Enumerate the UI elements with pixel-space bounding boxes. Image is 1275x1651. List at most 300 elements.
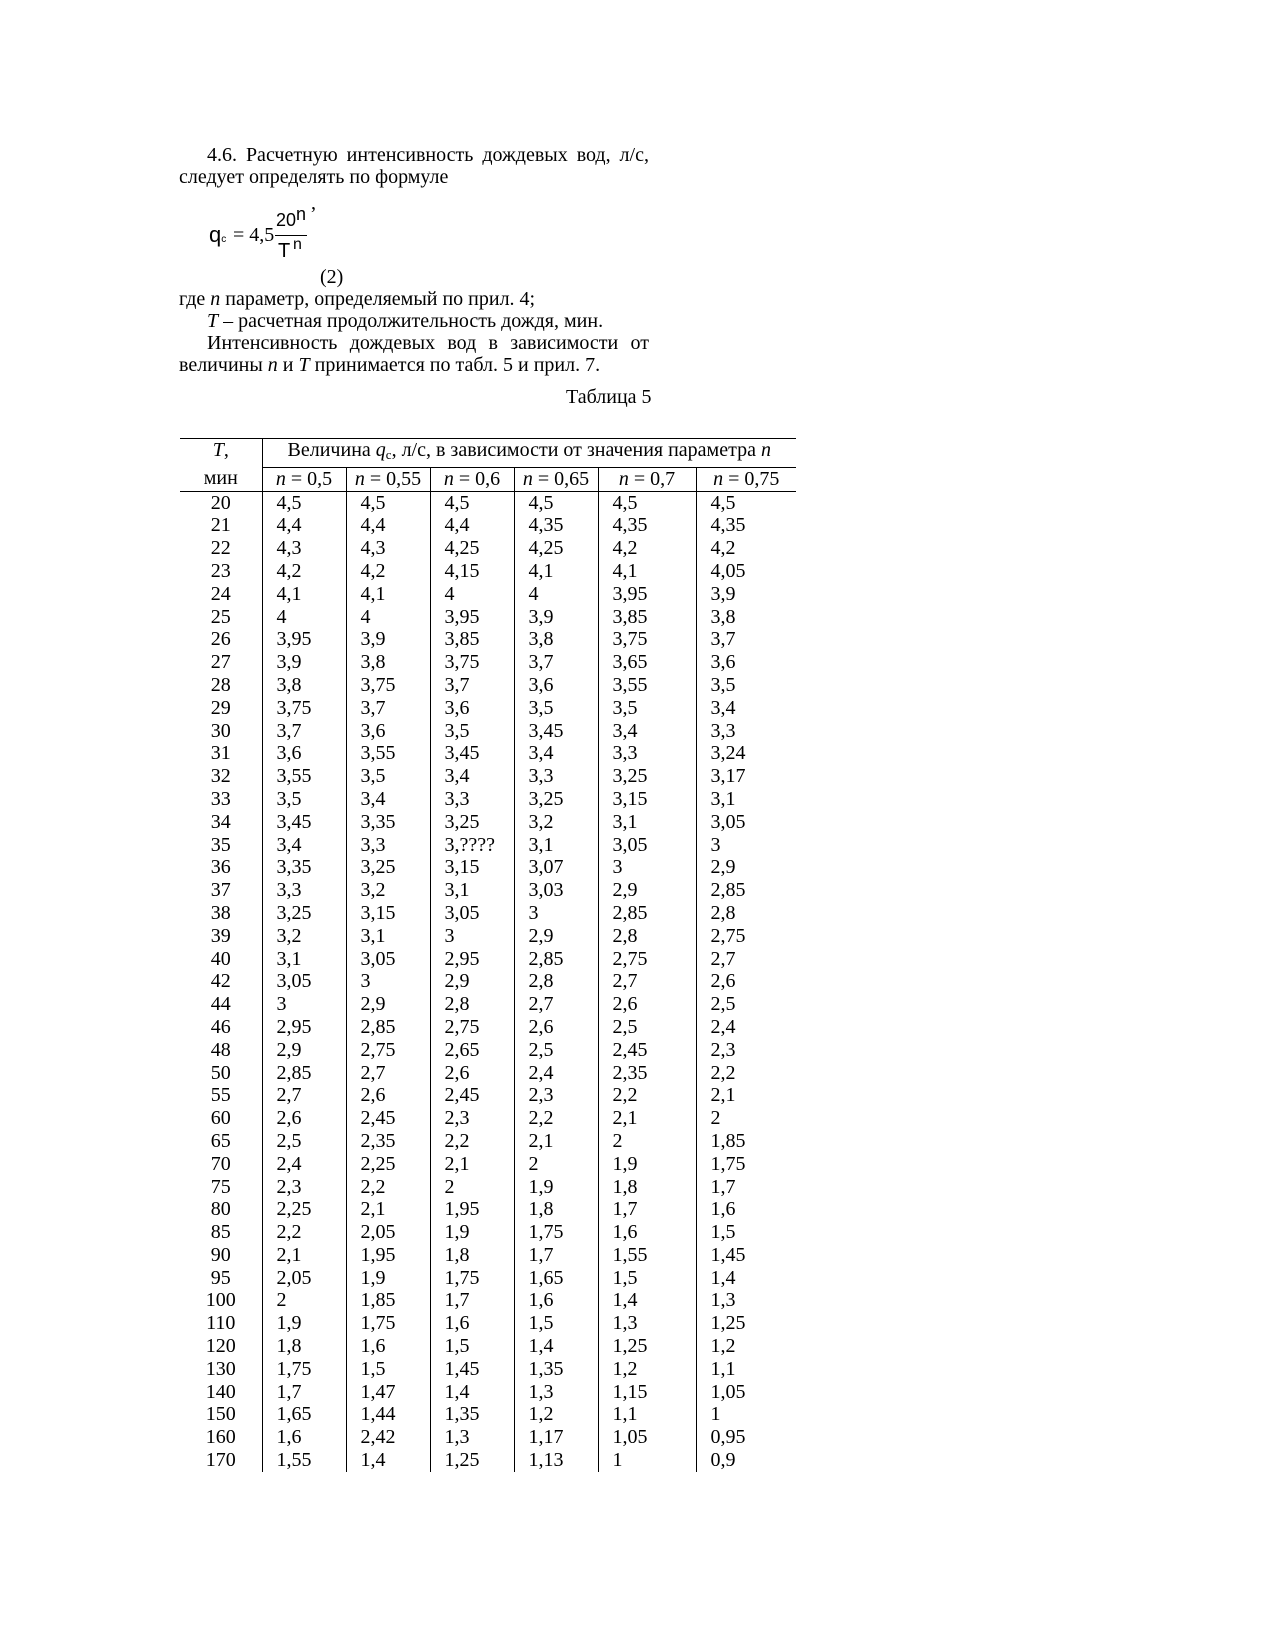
intensity-cell: 2,9 <box>346 993 430 1016</box>
intensity-cell: 3,1 <box>514 834 598 857</box>
column-header: n = 0,55 <box>346 467 430 491</box>
intensity-cell: 3,2 <box>514 811 598 834</box>
intensity-cell: 4,5 <box>262 491 346 514</box>
table-row <box>180 925 796 948</box>
intensity-cell: 2,2 <box>346 1176 430 1199</box>
table-row <box>180 993 796 1016</box>
intensity-cell: 2,7 <box>696 948 796 971</box>
column-header: n = 0,5 <box>262 467 346 491</box>
intensity-cell: 1,6 <box>262 1426 346 1449</box>
intro-line-2: следует определять по формуле <box>179 166 449 188</box>
duration-cell: 60 <box>210 1107 231 1130</box>
table-row <box>180 1403 796 1426</box>
duration-cell: 130 <box>205 1357 236 1380</box>
intensity-cell: 3,2 <box>346 879 430 902</box>
intensity-cell: 2,3 <box>430 1107 514 1130</box>
table-row <box>180 1176 796 1199</box>
intensity-cell: 3,03 <box>514 879 598 902</box>
intensity-cell: 1,45 <box>430 1358 514 1381</box>
intensity-cell: 3,7 <box>262 720 346 743</box>
intensity-cell: 3,75 <box>346 674 430 697</box>
duration-cell: 140 <box>205 1380 236 1403</box>
formula-lhs <box>209 222 226 248</box>
intensity-cell: 3,6 <box>696 651 796 674</box>
duration-cell: 27 <box>210 651 231 674</box>
intensity-cell: 2,75 <box>598 948 696 971</box>
duration-cell: 20 <box>210 491 231 514</box>
intensity-cell: 3,6 <box>430 697 514 720</box>
intensity-cell: 4,2 <box>262 560 346 583</box>
duration-cell: 55 <box>210 1084 231 1107</box>
intensity-cell: 4,5 <box>346 491 430 514</box>
intensity-cell: 1,2 <box>696 1335 796 1358</box>
intensity-cell: 4,5 <box>696 491 796 514</box>
intensity-cell: 3,5 <box>696 674 796 697</box>
table-row <box>180 1335 796 1358</box>
duration-cell: 90 <box>210 1243 231 1266</box>
intensity-cell: 1,6 <box>346 1335 430 1358</box>
intensity-cell: 1,5 <box>514 1312 598 1335</box>
duration-cell: 70 <box>210 1152 231 1175</box>
duration-cell: 23 <box>210 559 231 582</box>
intensity-cell: 3,9 <box>514 606 598 629</box>
intensity-cell: 2,1 <box>514 1130 598 1153</box>
intensity-cell: 1,55 <box>262 1449 346 1472</box>
intensity-cell: 2,25 <box>346 1153 430 1176</box>
table-row <box>180 674 796 697</box>
intensity-cell: 3,8 <box>346 651 430 674</box>
intensity-cell: 3,1 <box>346 925 430 948</box>
intensity-cell: 3,4 <box>346 788 430 811</box>
table-row <box>180 948 796 971</box>
intensity-cell: 4,5 <box>514 491 598 514</box>
intensity-cell: 2,85 <box>696 879 796 902</box>
duration-cell: 28 <box>210 673 231 696</box>
table-row <box>180 1426 796 1449</box>
duration-cell: 31 <box>210 742 231 765</box>
intensity-cell: 3,5 <box>598 697 696 720</box>
intensity-cell: 1,85 <box>696 1130 796 1153</box>
table-row <box>180 560 796 583</box>
where-line-1 <box>179 288 535 311</box>
intensity-cell: 3,8 <box>696 606 796 629</box>
intensity-cell: 2,85 <box>514 948 598 971</box>
table-row <box>180 1130 796 1153</box>
table-row <box>180 879 796 902</box>
intensity-cell: 2,9 <box>430 970 514 993</box>
intensity-cell: 1,95 <box>430 1198 514 1221</box>
intensity-cell: 2 <box>430 1176 514 1199</box>
intensity-cell: 2 <box>696 1107 796 1130</box>
intensity-cell: 1,9 <box>514 1176 598 1199</box>
intensity-cell: 3,75 <box>262 697 346 720</box>
duration-cell: 160 <box>205 1426 236 1449</box>
intensity-cell: 3,6 <box>346 720 430 743</box>
table-row <box>180 1449 796 1472</box>
intensity-cell: 3,35 <box>346 811 430 834</box>
intensity-cell: 3,15 <box>346 902 430 925</box>
intensity-cell: 4,2 <box>598 537 696 560</box>
intensity-cell: 3,3 <box>430 788 514 811</box>
where-word: от <box>630 332 649 354</box>
intensity-cell: 2,8 <box>430 993 514 1016</box>
intensity-cell: 3,9 <box>346 628 430 651</box>
intensity-cell: 2,25 <box>262 1198 346 1221</box>
where-var: n <box>210 288 221 310</box>
intensity-cell: 1 <box>696 1403 796 1426</box>
stub-header-line-2: мин <box>180 467 262 491</box>
intensity-cell: 4,5 <box>598 491 696 514</box>
intensity-cell: 3,75 <box>430 651 514 674</box>
formula-q-sub: c <box>221 234 227 245</box>
intensity-cell: 1,55 <box>598 1244 696 1267</box>
intensity-cell: 2,4 <box>262 1153 346 1176</box>
intensity-cell: 1,5 <box>696 1221 796 1244</box>
table-row <box>180 606 796 629</box>
rain-intensity-table <box>180 438 796 1472</box>
intensity-cell: 1,7 <box>262 1381 346 1404</box>
intensity-cell: 2,1 <box>598 1107 696 1130</box>
intensity-cell: 2,8 <box>696 902 796 925</box>
where-word: зависимости <box>510 332 619 354</box>
table-row <box>180 765 796 788</box>
intensity-cell: 1,25 <box>696 1312 796 1335</box>
intensity-cell: 3,17 <box>696 765 796 788</box>
intensity-cell: 4 <box>262 606 346 629</box>
intensity-cell: 1,35 <box>514 1358 598 1381</box>
intensity-cell: 2,2 <box>514 1107 598 1130</box>
where-word: вод <box>447 332 477 354</box>
intensity-cell: 1,47 <box>346 1381 430 1404</box>
intensity-cell: 2,35 <box>598 1062 696 1085</box>
intensity-cell: 1,3 <box>514 1381 598 1404</box>
formula-equals: = 4,5 <box>233 224 275 246</box>
duration-cell: 35 <box>210 833 231 856</box>
intensity-cell: 2,6 <box>598 993 696 1016</box>
intensity-cell: 1,75 <box>430 1267 514 1290</box>
intensity-cell: 4,3 <box>346 537 430 560</box>
intensity-cell: 1,95 <box>346 1244 430 1267</box>
intensity-cell: 2,7 <box>598 970 696 993</box>
intensity-cell: 1,75 <box>696 1153 796 1176</box>
intensity-cell: 3,1 <box>598 811 696 834</box>
where-line-2 <box>207 310 603 333</box>
intensity-cell: 2,9 <box>262 1039 346 1062</box>
intensity-cell: 3,25 <box>346 856 430 879</box>
intensity-cell: 2,85 <box>262 1062 346 1085</box>
table-row <box>180 1107 796 1130</box>
duration-cell: 65 <box>210 1129 231 1152</box>
table-row <box>180 1381 796 1404</box>
intensity-cell: 4,25 <box>514 537 598 560</box>
intensity-cell: 1,3 <box>430 1426 514 1449</box>
table-row <box>180 1016 796 1039</box>
intensity-cell: 4,05 <box>696 560 796 583</box>
intensity-cell: 3,95 <box>262 628 346 651</box>
intensity-cell: 4,4 <box>430 514 514 537</box>
intensity-cell: 4,1 <box>514 560 598 583</box>
intensity-cell: 3,8 <box>514 628 598 651</box>
formula-tick: , <box>311 192 316 214</box>
intensity-cell: 3,8 <box>262 674 346 697</box>
intensity-cell: 2,6 <box>514 1016 598 1039</box>
where-word: Интенсивность <box>207 332 338 354</box>
table-row <box>180 628 796 651</box>
intensity-cell: 1,8 <box>598 1176 696 1199</box>
intensity-cell: 1,85 <box>346 1289 430 1312</box>
intensity-cell: 3,65 <box>598 651 696 674</box>
intensity-cell: 3,1 <box>430 879 514 902</box>
intensity-cell: 3 <box>346 970 430 993</box>
intensity-cell: 4,35 <box>696 514 796 537</box>
intensity-cell: 3,9 <box>696 583 796 606</box>
duration-cell: 50 <box>210 1061 231 1084</box>
duration-cell: 21 <box>210 514 231 537</box>
intensity-cell: 1,05 <box>696 1381 796 1404</box>
intensity-cell: 3,9 <box>262 651 346 674</box>
intensity-cell: 3,05 <box>696 811 796 834</box>
intensity-cell: 2,7 <box>346 1062 430 1085</box>
intensity-cell: 4,3 <box>262 537 346 560</box>
intensity-cell: 4,5 <box>430 491 514 514</box>
intensity-cell: 1,65 <box>514 1267 598 1290</box>
duration-cell: 75 <box>210 1175 231 1198</box>
intensity-cell: 1,7 <box>430 1289 514 1312</box>
intensity-cell: 3,24 <box>696 742 796 765</box>
column-header: n = 0,6 <box>430 467 514 491</box>
intensity-cell: 2,5 <box>514 1039 598 1062</box>
intensity-cell: 3,05 <box>598 834 696 857</box>
intensity-cell: 3,4 <box>696 697 796 720</box>
formula-exponent-bottom: n <box>293 236 302 253</box>
intensity-cell: 1,9 <box>346 1267 430 1290</box>
formula-number: (2) <box>320 266 344 288</box>
intensity-cell: 3,4 <box>430 765 514 788</box>
formula-fraction-bar <box>275 235 307 236</box>
intensity-cell: 3,75 <box>598 628 696 651</box>
duration-cell: 32 <box>210 765 231 788</box>
intensity-cell: 1 <box>598 1449 696 1472</box>
intensity-cell: 3 <box>696 834 796 857</box>
formula-denominator: T <box>278 240 291 262</box>
intensity-cell: 4,15 <box>430 560 514 583</box>
duration-cell: 120 <box>205 1335 236 1358</box>
intensity-cell: 2,2 <box>262 1221 346 1244</box>
intensity-cell: 2,45 <box>598 1039 696 1062</box>
intensity-cell: 2,9 <box>696 856 796 879</box>
intensity-cell: 3,3 <box>514 765 598 788</box>
intensity-cell: 2,7 <box>514 993 598 1016</box>
intensity-cell: 3,95 <box>430 606 514 629</box>
table-row <box>180 1289 796 1312</box>
duration-cell: 36 <box>210 856 231 879</box>
intensity-cell: 3,25 <box>514 788 598 811</box>
where-text: и <box>277 354 299 376</box>
table-row <box>180 1198 796 1221</box>
intensity-cell: 3,45 <box>430 742 514 765</box>
intensity-cell: 3,7 <box>514 651 598 674</box>
intensity-cell: 1,6 <box>598 1221 696 1244</box>
intensity-cell: 2,1 <box>696 1084 796 1107</box>
duration-cell: 37 <box>210 879 231 902</box>
intensity-cell: 3,4 <box>514 742 598 765</box>
intensity-cell: 4,25 <box>430 537 514 560</box>
intensity-cell: 1,5 <box>430 1335 514 1358</box>
where-text: величины <box>179 354 268 376</box>
duration-cell: 39 <box>210 924 231 947</box>
intensity-cell: 4,1 <box>598 560 696 583</box>
duration-cell: 25 <box>210 605 231 628</box>
intensity-cell: 1,45 <box>696 1244 796 1267</box>
table-row <box>180 834 796 857</box>
intensity-cell: 2,6 <box>696 970 796 993</box>
intensity-cell: 3,6 <box>262 742 346 765</box>
intensity-cell: 4,2 <box>696 537 796 560</box>
intensity-cell: 3,1 <box>262 948 346 971</box>
intensity-cell: 2,95 <box>262 1016 346 1039</box>
intensity-cell: 3,05 <box>262 970 346 993</box>
intensity-cell: 3,4 <box>262 834 346 857</box>
intensity-cell: 3 <box>262 993 346 1016</box>
intensity-cell: 3,7 <box>430 674 514 697</box>
intensity-cell: 4,4 <box>262 514 346 537</box>
intensity-cell: 1,1 <box>598 1403 696 1426</box>
intensity-cell: 3,25 <box>430 811 514 834</box>
intensity-cell: 2,4 <box>514 1062 598 1085</box>
intensity-cell: 3,5 <box>430 720 514 743</box>
table-row <box>180 788 796 811</box>
table-row <box>180 902 796 925</box>
where-text: – расчетная продолжительность дождя, мин. <box>218 310 604 332</box>
where-text: принимается по табл. 5 и прил. 7. <box>309 354 601 376</box>
intensity-cell: 3,45 <box>514 720 598 743</box>
intensity-cell: 3,1 <box>696 788 796 811</box>
table-row <box>180 651 796 674</box>
intensity-cell: 2,9 <box>514 925 598 948</box>
intensity-cell: 3,55 <box>346 742 430 765</box>
intensity-cell: 1,7 <box>598 1198 696 1221</box>
intensity-cell: 3,25 <box>598 765 696 788</box>
intensity-cell: 3,4 <box>598 720 696 743</box>
intensity-cell: 4,1 <box>262 583 346 606</box>
intensity-cell: 1,3 <box>598 1312 696 1335</box>
intensity-cell: 3,85 <box>598 606 696 629</box>
table-row <box>180 537 796 560</box>
intensity-cell: 2,2 <box>696 1062 796 1085</box>
table-body <box>180 491 796 1472</box>
table-row <box>180 742 796 765</box>
intensity-cell: 3,5 <box>346 765 430 788</box>
duration-cell: 100 <box>205 1289 236 1312</box>
duration-cell: 44 <box>210 993 231 1016</box>
intensity-cell: 1,5 <box>598 1267 696 1290</box>
intensity-cell: 2,5 <box>598 1016 696 1039</box>
intensity-cell: 3,6 <box>514 674 598 697</box>
intensity-cell: 2,7 <box>262 1084 346 1107</box>
intensity-cell: 3,05 <box>430 902 514 925</box>
duration-cell: 85 <box>210 1221 231 1244</box>
intensity-cell: 4,2 <box>346 560 430 583</box>
intensity-cell: 2,5 <box>696 993 796 1016</box>
intensity-cell: 3,3 <box>598 742 696 765</box>
intensity-cell: 0,9 <box>696 1449 796 1472</box>
intensity-cell: 3,05 <box>346 948 430 971</box>
intensity-cell: 2,75 <box>430 1016 514 1039</box>
intensity-cell: 2,5 <box>262 1130 346 1153</box>
table-row <box>180 1244 796 1267</box>
where-var: n <box>267 354 278 376</box>
duration-cell: 150 <box>205 1403 236 1426</box>
table-row <box>180 856 796 879</box>
intensity-cell: 1,4 <box>430 1381 514 1404</box>
where-var: T <box>207 310 219 332</box>
intensity-cell: 3,95 <box>598 583 696 606</box>
table-row <box>180 583 796 606</box>
intensity-cell: 1,3 <box>696 1289 796 1312</box>
intensity-cell: 1,15 <box>598 1381 696 1404</box>
intensity-cell: 2,85 <box>598 902 696 925</box>
table-row <box>180 1084 796 1107</box>
intensity-cell: 2,85 <box>346 1016 430 1039</box>
intensity-cell: 3,7 <box>696 628 796 651</box>
intensity-cell: 2,6 <box>346 1084 430 1107</box>
intensity-cell: 4,35 <box>514 514 598 537</box>
intensity-cell: 2,05 <box>346 1221 430 1244</box>
intensity-cell: 1,4 <box>346 1449 430 1472</box>
intensity-cell: 1,8 <box>514 1198 598 1221</box>
intensity-cell: 1,5 <box>346 1358 430 1381</box>
intensity-cell: 1,9 <box>598 1153 696 1176</box>
intensity-cell: 1,44 <box>346 1403 430 1426</box>
intensity-cell: 3 <box>598 856 696 879</box>
intensity-cell: 1,4 <box>696 1267 796 1290</box>
duration-cell: 26 <box>210 628 231 651</box>
intensity-cell: 1,8 <box>262 1335 346 1358</box>
intensity-cell: 2,4 <box>696 1016 796 1039</box>
intensity-cell: 1,75 <box>346 1312 430 1335</box>
intensity-cell: 3,55 <box>598 674 696 697</box>
intensity-cell: 2,05 <box>262 1267 346 1290</box>
intensity-cell: 3,15 <box>598 788 696 811</box>
group-header: Величина $q_c$, л/с, в зависимости от значения параметра n <box>262 439 796 468</box>
intensity-cell: 1,05 <box>598 1426 696 1449</box>
intensity-cell: 2,45 <box>430 1084 514 1107</box>
intensity-cell: 3,5 <box>514 697 598 720</box>
where-var: T <box>298 354 310 376</box>
table-row <box>180 720 796 743</box>
intensity-cell: 1,4 <box>514 1335 598 1358</box>
intensity-cell: 3,15 <box>430 856 514 879</box>
intensity-cell: 2,2 <box>598 1084 696 1107</box>
table-row <box>180 1153 796 1176</box>
duration-cell: 29 <box>210 696 231 719</box>
duration-cell: 95 <box>210 1266 231 1289</box>
intensity-cell: 1,6 <box>430 1312 514 1335</box>
intro-word: вод, <box>576 144 611 166</box>
intensity-cell: 1,6 <box>514 1289 598 1312</box>
intensity-cell: 2,6 <box>430 1062 514 1085</box>
intro-line-1 <box>207 144 649 167</box>
table-row <box>180 697 796 720</box>
table-row <box>180 514 796 537</box>
intensity-cell: 3,2 <box>262 925 346 948</box>
duration-cell: 170 <box>205 1449 236 1472</box>
intensity-cell: 1,2 <box>598 1358 696 1381</box>
formula-exponent-top: n <box>296 204 307 224</box>
intensity-cell: 1,35 <box>430 1403 514 1426</box>
table-row <box>180 970 796 993</box>
column-header: n = 0,7 <box>598 467 696 491</box>
